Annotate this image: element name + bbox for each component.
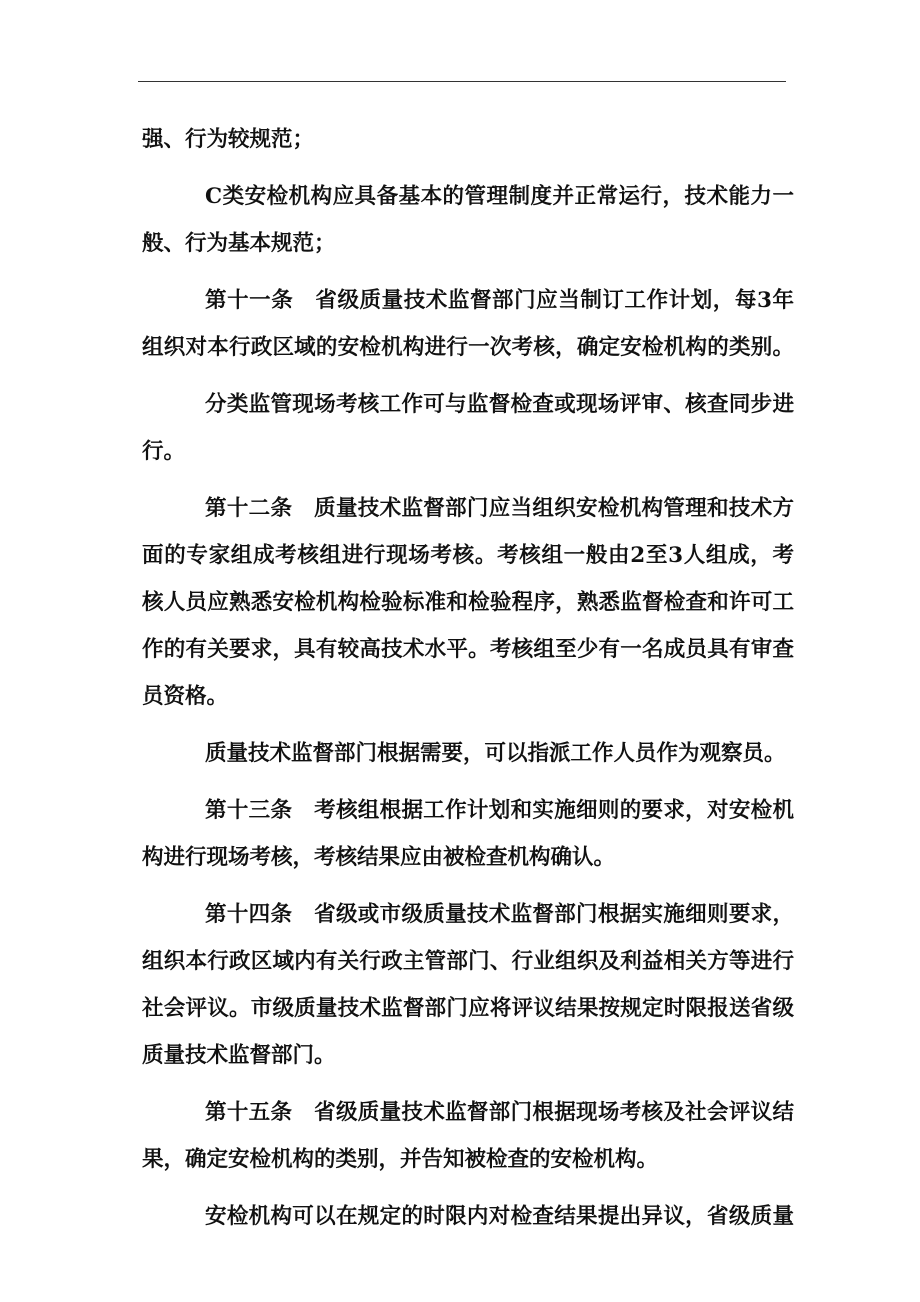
paragraph-line: C类安检机构应具备基本的管理制度并正常运行，技术能力一 [205, 184, 794, 209]
paragraph-line: 强、行为较规范； [142, 127, 315, 152]
header-rule [138, 81, 786, 82]
paragraph-line: 面的专家组成考核组进行现场考核。考核组一般由2至3人组成，考 [142, 543, 794, 568]
paragraph-line: 质量技术监督部门根据需要，可以指派工作人员作为观察员。 [205, 741, 786, 766]
article-14-heading-line: 第十四条 省级或市级质量技术监督部门根据实施细则要求， [205, 902, 794, 927]
paragraph-line: 核人员应熟悉安检机构检验标准和检验程序，熟悉监督检查和许可工 [142, 590, 794, 615]
paragraph-line: 分类监管现场考核工作可与监督检查或现场评审、核查同步进 [205, 392, 794, 417]
paragraph-line: 构进行现场考核，考核结果应由被检查机构确认。 [142, 845, 616, 870]
paragraph-line: 组织本行政区域内有关行政主管部门、行业组织及利益相关方等进行 [142, 949, 794, 974]
article-15-heading-line: 第十五条 省级质量技术监督部门根据现场考核及社会评议结 [205, 1100, 794, 1125]
paragraph-line: 作的有关要求，具有较高技术水平。考核组至少有一名成员具有审查 [142, 637, 794, 662]
paragraph-line: 行。 [142, 439, 186, 464]
article-11-heading-line: 第十一条 省级质量技术监督部门应当制订工作计划，每3年 [205, 288, 794, 313]
paragraph-line: 员资格。 [142, 684, 229, 709]
paragraph-line: 般、行为基本规范； [142, 231, 336, 256]
article-13-heading-line: 第十三条 考核组根据工作计划和实施细则的要求，对安检机 [205, 798, 794, 823]
paragraph-line: 组织对本行政区域的安检机构进行一次考核，确定安检机构的类别。 [142, 335, 794, 360]
paragraph-line: 社会评议。市级质量技术监督部门应将评议结果按规定时限报送省级 [142, 996, 794, 1021]
paragraph-line: 果，确定安检机构的类别，并告知被检查的安检机构。 [142, 1147, 659, 1172]
paragraph-line: 安检机构可以在规定的时限内对检查结果提出异议，省级质量 [205, 1204, 794, 1229]
article-12-heading-line: 第十二条 质量技术监督部门应当组织安检机构管理和技术方 [205, 496, 794, 521]
body-text [142, 116, 794, 1240]
paragraph-line: 质量技术监督部门。 [142, 1043, 336, 1068]
